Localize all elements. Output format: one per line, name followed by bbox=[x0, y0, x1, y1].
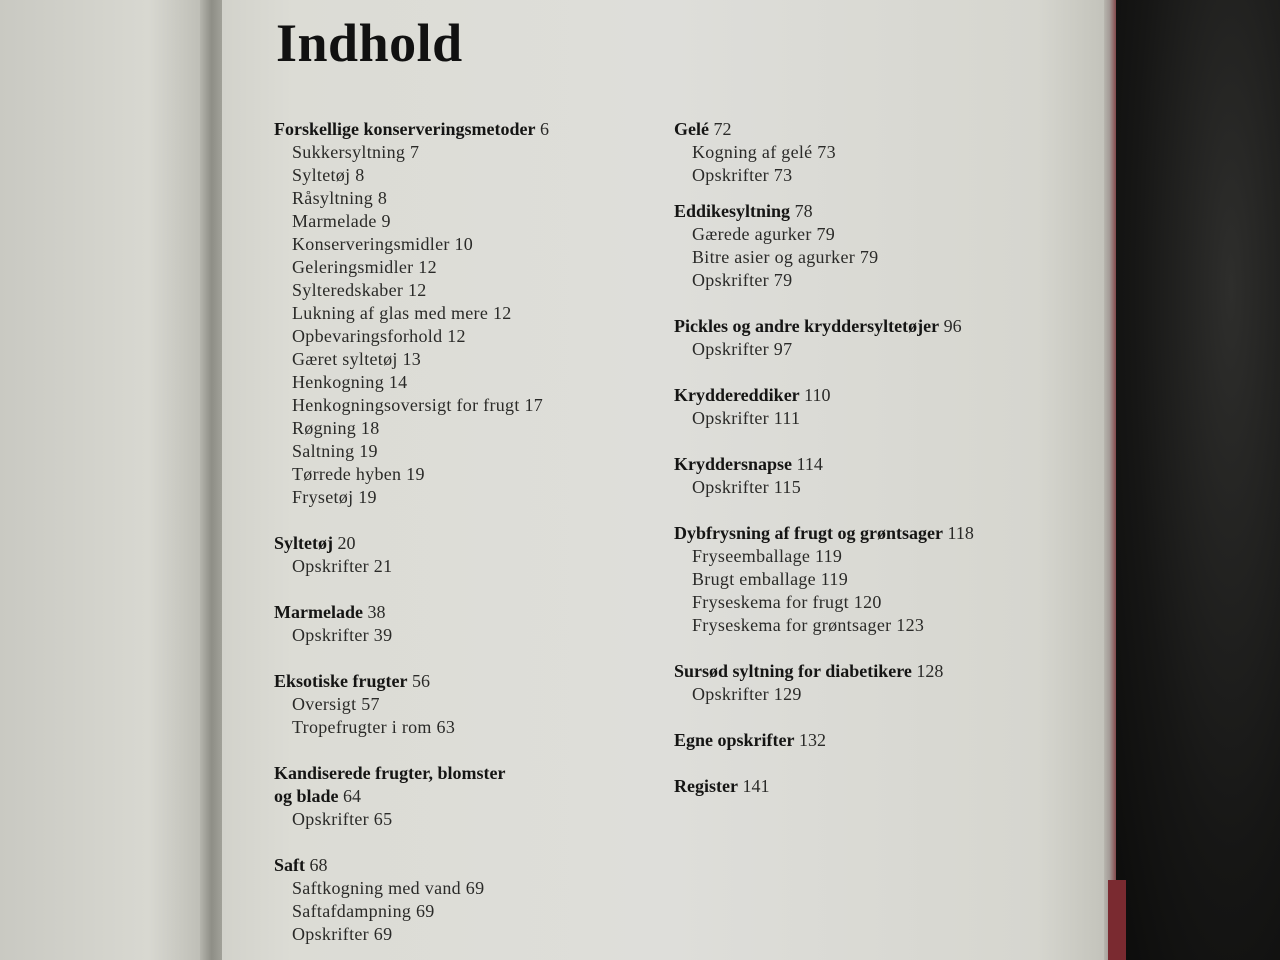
toc-entry bbox=[272, 141, 672, 164]
entry-label: Konserveringsmidler bbox=[292, 234, 450, 254]
section-title: Eksotiske frugter bbox=[274, 671, 408, 691]
page-number: 115 bbox=[773, 477, 802, 497]
cover-red-edge bbox=[1108, 880, 1126, 960]
page-number: 6 bbox=[539, 119, 549, 139]
page-number: 12 bbox=[418, 257, 437, 277]
toc-entry bbox=[672, 568, 1072, 591]
toc-section bbox=[672, 660, 1072, 706]
toc-entry bbox=[672, 338, 1072, 361]
page-number: 118 bbox=[947, 523, 974, 543]
entry-label: Brugt emballage bbox=[692, 569, 816, 589]
toc-entry bbox=[272, 325, 672, 348]
toc-entry bbox=[272, 233, 672, 256]
entry-label: Sukkersyltning bbox=[292, 142, 406, 162]
section-title: Eddikesyltning bbox=[674, 201, 791, 221]
entry-label: Bitre asier og agurker bbox=[692, 247, 856, 267]
entry-label: Gæret syltetøj bbox=[292, 349, 398, 369]
toc-entry bbox=[672, 683, 1072, 706]
entry-label: Oversigt bbox=[292, 694, 357, 714]
page-number: 79 bbox=[816, 224, 836, 244]
page-number: 132 bbox=[799, 730, 826, 750]
toc-entry bbox=[272, 348, 672, 371]
page-number: 123 bbox=[896, 615, 925, 635]
toc-entry bbox=[672, 476, 1072, 499]
entry-label: Opbevaringsforhold bbox=[292, 326, 443, 346]
page-number: 17 bbox=[524, 395, 544, 415]
page-number: 119 bbox=[820, 569, 849, 589]
entry-label: Opskrifter bbox=[692, 165, 769, 185]
entry-label: Sylteredskaber bbox=[292, 280, 404, 300]
entry-label: Lukning af glas med mere bbox=[292, 303, 489, 323]
page-number: 10 bbox=[454, 234, 474, 254]
page-number: 79 bbox=[773, 270, 793, 290]
toc-entry bbox=[272, 555, 672, 578]
entry-label: Syltetøj bbox=[292, 165, 351, 185]
toc-entry bbox=[272, 164, 672, 187]
toc-entry bbox=[672, 246, 1072, 269]
entry-label: Røgning bbox=[292, 418, 357, 438]
toc-entry bbox=[272, 808, 672, 831]
toc-section bbox=[672, 384, 1072, 430]
entry-label: Opskrifter bbox=[692, 684, 769, 704]
page-number: 12 bbox=[447, 326, 466, 346]
page-number: 7 bbox=[410, 142, 420, 162]
section-title: Dybfrysning af frugt og grøntsager bbox=[674, 523, 943, 543]
entry-label: Opskrifter bbox=[292, 625, 369, 645]
section-title-line-2: og blade bbox=[274, 786, 339, 806]
entry-label: Saftafdampning bbox=[292, 901, 412, 921]
page-number: 128 bbox=[916, 661, 944, 681]
page-number: 79 bbox=[859, 247, 879, 267]
page-number: 57 bbox=[361, 694, 380, 714]
toc-entry bbox=[672, 141, 1072, 164]
section-title: Syltetøj bbox=[274, 533, 333, 553]
entry-label: Saltning bbox=[292, 441, 355, 461]
page-number: 13 bbox=[402, 349, 422, 369]
page-number: 65 bbox=[373, 809, 393, 829]
toc-entry bbox=[272, 440, 672, 463]
section-heading bbox=[672, 775, 1072, 798]
toc-entry bbox=[672, 407, 1072, 430]
toc-entry bbox=[672, 591, 1072, 614]
section-title: Kryddereddiker bbox=[674, 385, 800, 405]
page-number: 12 bbox=[407, 280, 427, 300]
entry-label: Saftkogning med vand bbox=[292, 878, 461, 898]
toc-entry bbox=[672, 614, 1072, 637]
toc-section bbox=[272, 854, 672, 946]
toc-entry bbox=[272, 463, 672, 486]
section-heading-continued bbox=[272, 785, 672, 808]
page-number: 73 bbox=[773, 165, 793, 185]
page-number: 97 bbox=[773, 339, 793, 359]
toc-entry bbox=[272, 371, 672, 394]
page-number: 68 bbox=[309, 855, 328, 875]
entry-label: Råsyltning bbox=[292, 188, 374, 208]
toc-entry bbox=[672, 164, 1072, 187]
toc-section bbox=[672, 315, 1072, 361]
entry-label: Opskrifter bbox=[692, 477, 769, 497]
page-number: 119 bbox=[814, 546, 843, 566]
section-title: Gelé bbox=[674, 119, 709, 139]
entry-label: Opskrifter bbox=[692, 270, 769, 290]
toc-entry bbox=[272, 693, 672, 716]
book-cover bbox=[1116, 0, 1280, 960]
toc-entry bbox=[272, 716, 672, 739]
entry-label: Marmelade bbox=[292, 211, 377, 231]
page-number: 129 bbox=[773, 684, 802, 704]
page-number: 72 bbox=[713, 119, 732, 139]
entry-label: Gærede agurker bbox=[692, 224, 812, 244]
toc-entry bbox=[672, 223, 1072, 246]
toc-section bbox=[672, 200, 1072, 292]
toc-entry bbox=[272, 302, 672, 325]
page-number: 19 bbox=[406, 464, 425, 484]
page-number: 9 bbox=[381, 211, 391, 231]
toc-entry bbox=[272, 486, 672, 509]
page-number: 69 bbox=[465, 878, 485, 898]
page-number: 56 bbox=[412, 671, 430, 691]
section-heading bbox=[672, 729, 1072, 752]
section-title: Sursød syltning for diabetikere bbox=[674, 661, 912, 681]
entry-label: Tørrede hyben bbox=[292, 464, 402, 484]
toc-entry bbox=[272, 900, 672, 923]
section-heading bbox=[272, 532, 672, 555]
page-number: 20 bbox=[337, 533, 356, 553]
entry-label: Frysetøj bbox=[292, 487, 354, 507]
toc-section bbox=[272, 532, 672, 578]
left-page bbox=[0, 0, 212, 960]
toc-entry bbox=[272, 923, 672, 946]
entry-label: Tropefrugter i rom bbox=[292, 717, 432, 737]
toc-right-column bbox=[672, 118, 1072, 798]
entry-label: Fryseskema for frugt bbox=[692, 592, 849, 612]
entry-label: Opskrifter bbox=[292, 809, 369, 829]
toc-section bbox=[272, 762, 672, 831]
section-title: Forskellige konserveringsmetoder bbox=[274, 119, 536, 139]
toc-section bbox=[672, 453, 1072, 499]
page-number: 96 bbox=[943, 316, 962, 336]
toc-entry bbox=[272, 210, 672, 233]
toc-section bbox=[672, 118, 1072, 187]
page-number: 111 bbox=[773, 408, 801, 428]
page-number: 19 bbox=[359, 441, 378, 461]
toc-entry bbox=[672, 269, 1072, 292]
page-number: 69 bbox=[415, 901, 435, 921]
page-title: Indhold bbox=[276, 13, 463, 73]
entry-label: Opskrifter bbox=[292, 556, 369, 576]
page-number: 12 bbox=[492, 303, 512, 323]
entry-label: Henkogningsoversigt for frugt bbox=[292, 395, 520, 415]
toc-entry bbox=[272, 877, 672, 900]
page-number: 78 bbox=[794, 201, 813, 221]
section-title: Egne opskrifter bbox=[674, 730, 795, 750]
page-number: 18 bbox=[360, 418, 380, 438]
page-number: 141 bbox=[742, 776, 770, 796]
section-title-line-1: Kandiserede frugter, blomster bbox=[274, 763, 506, 783]
toc-entry bbox=[272, 256, 672, 279]
section-heading bbox=[272, 854, 672, 877]
page-number: 8 bbox=[377, 188, 388, 208]
page-number: 69 bbox=[373, 924, 393, 944]
page-number: 120 bbox=[853, 592, 882, 612]
entry-label: Geleringsmidler bbox=[292, 257, 414, 277]
toc-entry bbox=[272, 417, 672, 440]
entry-label: Fryseskema for grøntsager bbox=[692, 615, 892, 635]
page-number: 14 bbox=[388, 372, 408, 392]
toc-entry bbox=[272, 624, 672, 647]
section-title: Kryddersnapse bbox=[674, 454, 793, 474]
toc-section bbox=[672, 775, 1072, 798]
section-heading bbox=[272, 670, 672, 693]
toc-entry bbox=[272, 394, 672, 417]
page-number: 21 bbox=[373, 556, 393, 576]
page-number: 63 bbox=[436, 717, 456, 737]
entry-label: Opskrifter bbox=[292, 924, 369, 944]
section-heading bbox=[272, 601, 672, 624]
section-heading bbox=[672, 453, 1072, 476]
section-heading bbox=[272, 762, 672, 785]
toc-section bbox=[272, 118, 672, 509]
entry-label: Opskrifter bbox=[692, 339, 769, 359]
toc-section bbox=[272, 670, 672, 739]
toc-section bbox=[272, 601, 672, 647]
section-title: Saft bbox=[274, 855, 305, 875]
page-number: 114 bbox=[796, 454, 823, 474]
entry-label: Fryseemballage bbox=[692, 546, 811, 566]
section-title: Marmelade bbox=[274, 602, 363, 622]
page-number: 39 bbox=[373, 625, 393, 645]
page-number: 73 bbox=[817, 142, 836, 162]
section-heading bbox=[672, 118, 1072, 141]
page-number: 64 bbox=[343, 786, 362, 806]
section-heading bbox=[672, 522, 1072, 545]
section-heading bbox=[272, 118, 672, 141]
toc-left-column bbox=[272, 118, 672, 946]
entry-label: Kogning af gelé bbox=[692, 142, 813, 162]
section-heading bbox=[672, 315, 1072, 338]
page-number: 19 bbox=[358, 487, 377, 507]
section-heading bbox=[672, 660, 1072, 683]
toc-section bbox=[672, 522, 1072, 637]
section-title: Pickles og andre kryddersyltetøjer bbox=[674, 316, 940, 336]
toc-section bbox=[672, 729, 1072, 752]
section-heading bbox=[672, 384, 1072, 407]
entry-label: Henkogning bbox=[292, 372, 384, 392]
toc-entry bbox=[272, 279, 672, 302]
toc-entry bbox=[672, 545, 1072, 568]
entry-label: Opskrifter bbox=[692, 408, 769, 428]
page-number: 110 bbox=[804, 385, 831, 405]
page-number: 38 bbox=[367, 602, 386, 622]
section-title: Register bbox=[674, 776, 738, 796]
section-heading bbox=[672, 200, 1072, 223]
page-number: 8 bbox=[355, 165, 365, 185]
toc-entry bbox=[272, 187, 672, 210]
